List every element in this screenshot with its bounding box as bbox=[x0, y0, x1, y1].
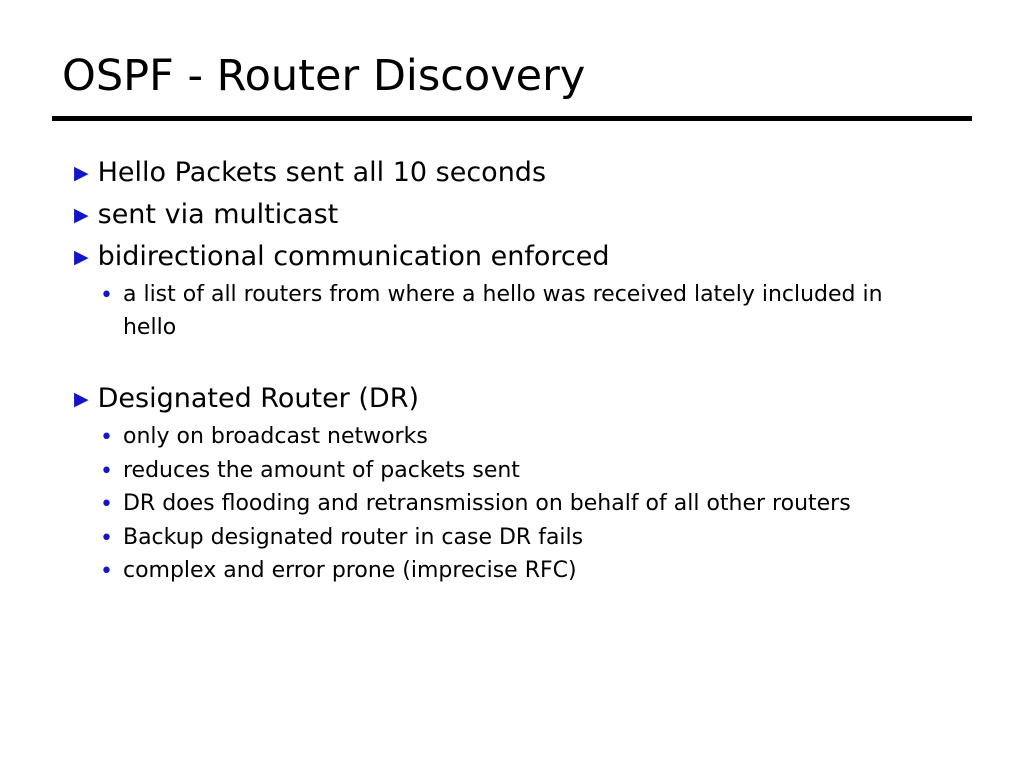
list-item bbox=[74, 194, 974, 236]
dot-bullet-icon: • bbox=[100, 525, 113, 551]
list-item bbox=[74, 152, 974, 194]
list-item bbox=[100, 278, 974, 345]
dot-bullet-icon: • bbox=[100, 425, 113, 451]
title-divider bbox=[52, 116, 972, 121]
list-item-label: sent via multicast bbox=[97, 198, 339, 230]
list-item bbox=[100, 454, 974, 487]
dot-bullet-icon: • bbox=[100, 458, 113, 484]
list-item-label: a list of all routers from where a hello was received lately included in hello bbox=[122, 281, 883, 340]
page-title: OSPF - Router Discovery bbox=[62, 51, 586, 101]
list-item-label: reduces the amount of packets sent bbox=[122, 457, 520, 483]
triangle-bullet-icon: ▶ bbox=[74, 245, 89, 268]
list-item bbox=[100, 487, 974, 520]
dot-bullet-icon: • bbox=[100, 492, 113, 518]
list-item-label: Hello Packets sent all 10 seconds bbox=[97, 157, 547, 188]
list-item bbox=[100, 420, 974, 453]
list-item-label: Designated Router (DR) bbox=[97, 383, 419, 415]
list-item bbox=[74, 236, 974, 278]
list-item-label: DR does flooding and retransmission on behalf of all other routers bbox=[122, 491, 851, 517]
dot-bullet-icon: • bbox=[100, 282, 113, 308]
dot-bullet-icon: • bbox=[100, 559, 113, 584]
list-item bbox=[100, 554, 974, 587]
list-item bbox=[74, 378, 974, 420]
list-item-label: only on broadcast networks bbox=[122, 424, 428, 450]
slide-body bbox=[74, 152, 974, 587]
list-item bbox=[100, 521, 974, 554]
list-item-label: bidirectional communication enforced bbox=[97, 240, 610, 272]
triangle-bullet-icon: ▶ bbox=[74, 388, 89, 411]
triangle-bullet-icon: ▶ bbox=[74, 203, 89, 226]
triangle-bullet-icon: ▶ bbox=[74, 162, 89, 184]
list-item-label: complex and error prone (imprecise RFC) bbox=[122, 558, 577, 583]
list-item-label: Backup designated router in case DR fails bbox=[122, 524, 584, 550]
spacer bbox=[74, 344, 974, 378]
